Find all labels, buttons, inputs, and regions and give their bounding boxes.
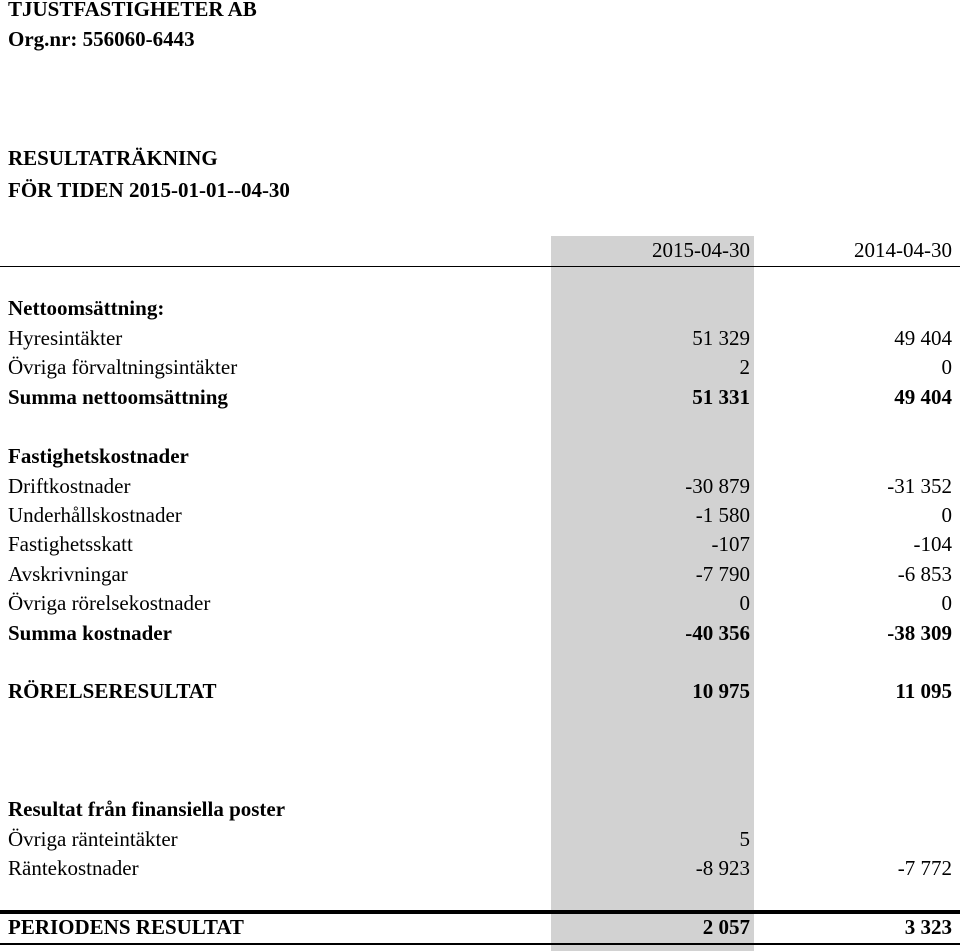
report-period: FÖR TIDEN 2015-01-01--04-30: [8, 178, 290, 202]
section-heading-property-costs: Fastighetskostnader: [8, 444, 189, 468]
row-label: Övriga rörelsekostnader: [8, 591, 211, 615]
column-header-previous: 2014-04-30: [854, 238, 952, 262]
table-row: [0, 531, 960, 557]
row-value-previous: -38 309: [887, 621, 952, 645]
row-value-current: -30 879: [685, 474, 750, 498]
row-value-previous: 0: [941, 591, 952, 615]
row-value-previous: 3 323: [904, 915, 952, 939]
table-row: [0, 354, 960, 380]
row-label: Räntekostnader: [8, 856, 139, 880]
row-value-current: 0: [739, 591, 750, 615]
row-value-previous: -104: [913, 532, 952, 556]
table-row: [0, 561, 960, 587]
row-value-previous: 11 095: [895, 679, 952, 703]
row-value-current: 51 329: [692, 326, 750, 350]
row-value-previous: -7 772: [897, 856, 952, 880]
row-value-current: 10 975: [692, 679, 750, 703]
row-label: Övriga förvaltningsintäkter: [8, 355, 238, 379]
row-label: Fastighetsskatt: [8, 532, 133, 556]
table-row: [0, 473, 960, 499]
row-label: Hyresintäkter: [8, 326, 123, 350]
row-value-previous: 49 404: [894, 326, 952, 350]
row-value-previous: 0: [941, 503, 952, 527]
row-label: PERIODENS RESULTAT: [8, 915, 244, 939]
report-title: RESULTATRÄKNING: [8, 146, 218, 170]
row-value-previous: 49 404: [894, 385, 952, 409]
header-underline: [0, 266, 960, 267]
row-value-previous: 0: [941, 355, 952, 379]
result-bottom-rule: [0, 943, 960, 945]
row-label: Summa kostnader: [8, 621, 172, 645]
company-name: TJUSTFASTIGHETER AB: [8, 0, 257, 21]
row-value-previous: -6 853: [897, 562, 952, 586]
operating-result-row: [0, 678, 960, 704]
row-value-current: 2 057: [702, 915, 750, 939]
column-header-row: [0, 237, 960, 263]
row-value-current: 5: [739, 827, 750, 851]
row-value-previous: -31 352: [887, 474, 952, 498]
table-row: [0, 325, 960, 351]
row-value-current: -40 356: [685, 621, 750, 645]
row-value-current: 51 331: [692, 385, 750, 409]
total-row-costs: [0, 620, 960, 646]
section-heading-financial: Resultat från finansiella poster: [8, 797, 286, 821]
row-value-current: -8 923: [695, 856, 750, 880]
org-number: Org.nr: 556060-6443: [8, 27, 195, 51]
table-row: [0, 826, 960, 852]
row-label: Summa nettoomsättning: [8, 385, 228, 409]
column-header-current: 2015-04-30: [652, 238, 750, 262]
row-value-current: 2: [739, 355, 750, 379]
table-row: [0, 855, 960, 881]
row-label: Avskrivningar: [8, 562, 128, 586]
row-label: RÖRELSERESULTAT: [8, 679, 217, 703]
row-value-current: -1 580: [695, 503, 750, 527]
total-row-net-sales: [0, 384, 960, 410]
row-value-current: -107: [711, 532, 750, 556]
period-result-row: [0, 914, 960, 940]
row-label: Övriga ränteintäkter: [8, 827, 178, 851]
table-row: [0, 590, 960, 616]
table-row: [0, 502, 960, 528]
row-label: Underhållskostnader: [8, 503, 182, 527]
row-value-current: -7 790: [695, 562, 750, 586]
row-label: Driftkostnader: [8, 474, 131, 498]
section-heading-net-sales: Nettoomsättning:: [8, 296, 165, 320]
